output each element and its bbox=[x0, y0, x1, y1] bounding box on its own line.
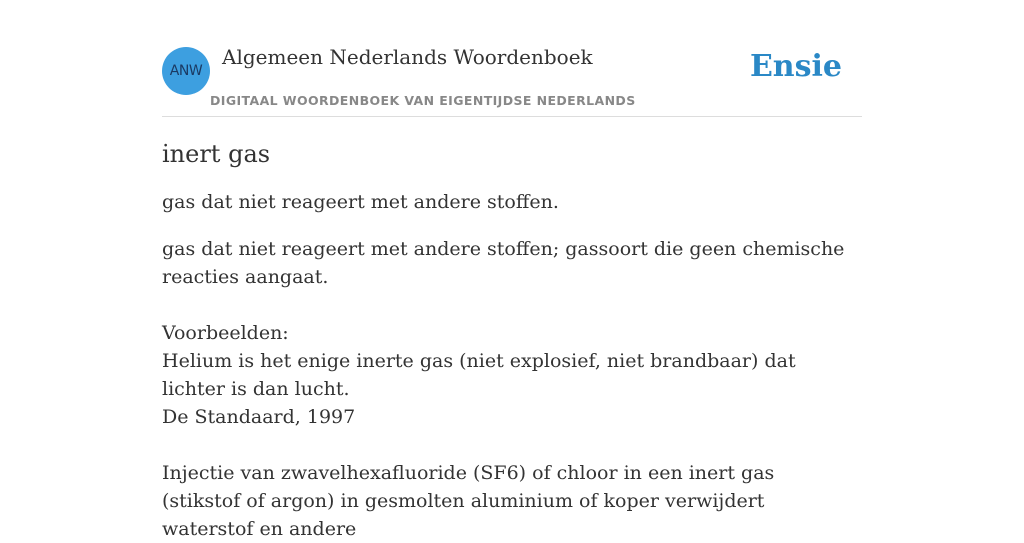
site-title[interactable]: Algemeen Nederlands Woordenboek bbox=[222, 45, 593, 69]
entry-title: inert gas bbox=[162, 140, 271, 168]
anw-logo[interactable] bbox=[162, 47, 210, 95]
short-definition: gas dat niet reageert met andere stoffen. bbox=[162, 191, 559, 213]
entry-content bbox=[162, 136, 852, 543]
examples-heading: Voorbeelden: bbox=[162, 322, 289, 344]
example-source: De Standaard, 1997 bbox=[162, 406, 356, 428]
long-definition: gas dat niet reageert met andere stoffen; gassoort die geen chemische reacties aangaat. bbox=[162, 238, 845, 288]
ensie-brand-link[interactable]: Ensie bbox=[749, 49, 842, 84]
site-subtitle: DIGITAAL WOORDENBOEK VAN EIGENTIJDSE NEDERLANDS bbox=[210, 93, 636, 108]
long-definition-block bbox=[162, 235, 852, 543]
site-header bbox=[162, 40, 862, 117]
example-text: Helium is het enige inerte gas (niet explosief, niet brandbaar) dat lichter is dan lucht. bbox=[162, 350, 796, 400]
example-text: Injectie van zwavelhexafluoride (SF6) of chloor in een inert gas (stikstof of argon) in gesmolten aluminium of koper verwijdert waterstof en andere bbox=[162, 462, 775, 540]
anw-logo-text: ANW bbox=[169, 63, 203, 79]
